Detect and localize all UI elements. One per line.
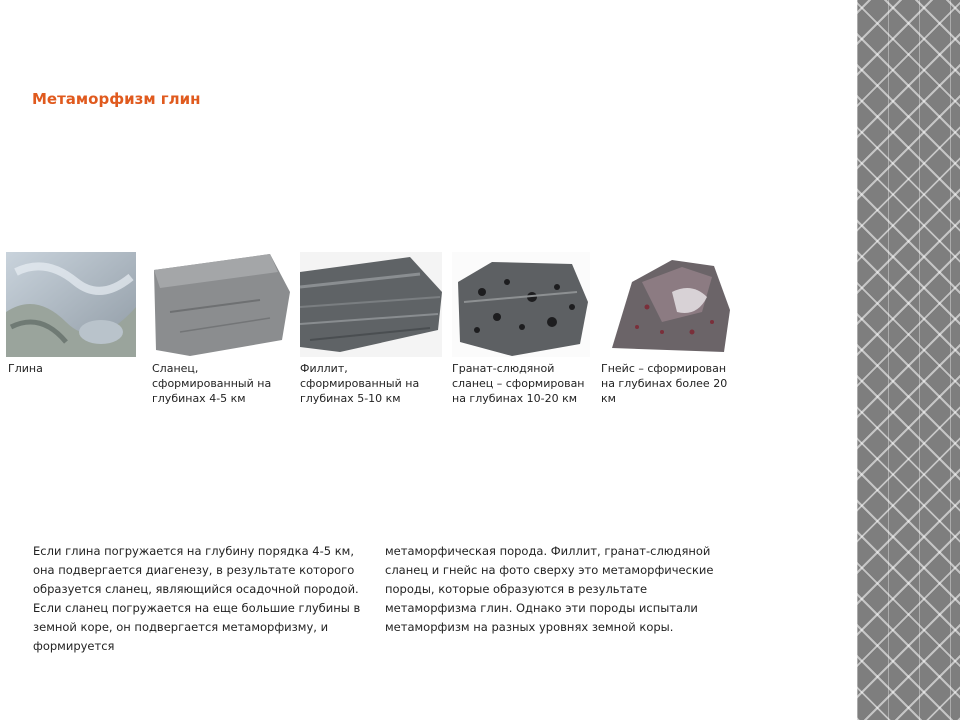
phyllite-photo — [300, 252, 442, 357]
photo-caption: Глина — [8, 362, 43, 375]
photo-caption: Сланец, сформированный на глубинах 4-5 км — [152, 362, 272, 405]
slate-photo — [150, 252, 292, 357]
gneiss-photo — [602, 252, 740, 357]
clay-photo — [6, 252, 136, 357]
body-paragraph-right: метаморфическая порода. Филлит, гранат-слюдяной сланец и гнейс на фото сверху это метаморфические породы, которые образуются в результате метаморфизма глин. Однако эти породы испытали метаморфизм на разных уровнях земной коры. — [385, 544, 714, 634]
garnet-mica-schist-photo — [452, 252, 590, 357]
slide-title: Метаморфизм глин — [32, 90, 201, 108]
photo-caption: Гнейс – сформирован на глубинах более 20 км — [601, 362, 728, 405]
photo-caption: Гранат-слюдяной сланец – сформирован на глубинах 10-20 км — [452, 362, 585, 405]
body-paragraph-left: Если глина погружается на глубину порядка 4-5 км, она подвергается диагенезу, в результате которого образуется сланец, являющийся осадочной породой. Если сланец погружается на еще большие глубины в земной коре, он подвергается метаморфизму, и формируется — [33, 544, 361, 653]
photo-caption: Филлит, сформированный на глубинах 5-10 км — [300, 362, 420, 405]
decorative-side-pattern — [857, 0, 960, 720]
